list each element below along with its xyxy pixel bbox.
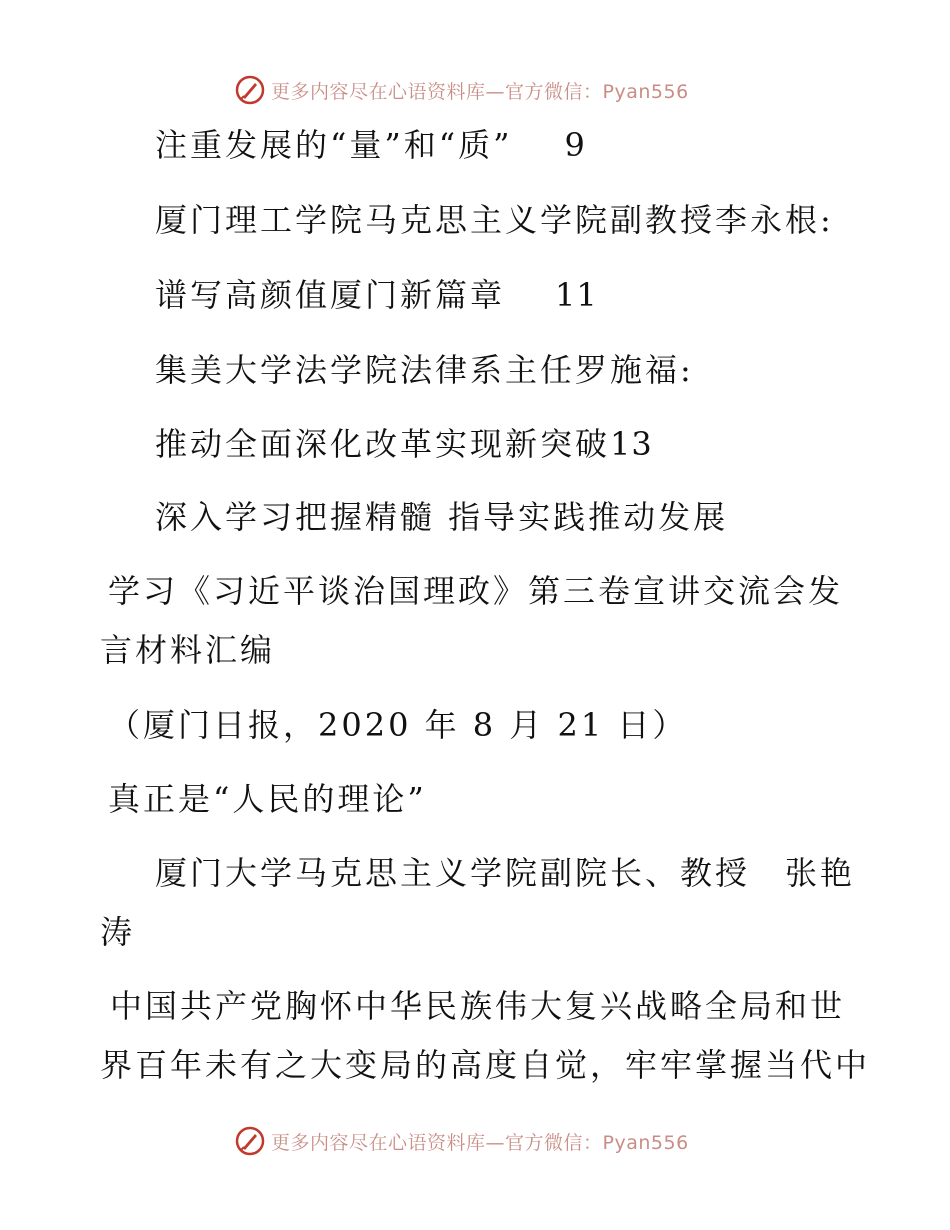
toc-entry-title: 注重发展的“量”和“质” [155,126,513,164]
toc-entry-page: 9 [564,126,586,164]
body-paragraph-line: 中国共产党胸怀中华民族伟大复兴战略全局和世 [110,987,846,1025]
toc-entry[interactable] [155,350,694,390]
document-heading-continued: 言材料汇编 [100,631,276,669]
author-line-continued: 涛 [100,913,136,951]
watermark-footer [235,1124,715,1158]
quill-logo-icon [235,1126,265,1156]
document-heading: 学习《习近平谈治国理政》第三卷宣讲交流会发 [108,572,844,610]
toc-entry-title: 厦门理工学院马克思主义学院副教授李永根: [155,201,834,239]
toc-entry-title: 深入学习把握精髓 指导实践推动发展 [155,498,729,536]
toc-entry[interactable] [155,200,834,240]
author-line: 厦门大学马克思主义学院副院长、教授 张艳 [155,854,856,892]
quill-logo-icon [235,75,265,105]
source-note: （厦门日报，2020 年 8 月 21 日） [108,706,688,744]
toc-entry[interactable] [155,424,653,464]
toc-entry-title: 集美大学法学院法律系主任罗施福: [155,351,694,389]
watermark-text: 更多内容尽在心语资料库—官方微信：Pyan556 [271,80,689,103]
watermark-text: 更多内容尽在心语资料库—官方微信：Pyan556 [271,1131,689,1154]
toc-entry-title: 谱写高颜值厦门新篇章 [155,276,506,314]
article-title: 真正是“人民的理论” [108,780,427,818]
toc-entry[interactable] [155,275,598,315]
toc-entry-page: 11 [555,276,598,314]
body-paragraph-line: 界百年未有之大变局的高度自觉，牢牢掌握当代中 [100,1046,871,1084]
toc-entry[interactable] [155,497,728,537]
watermark-header [235,73,715,107]
toc-entry-page: 13 [610,425,653,463]
toc-entry[interactable] [155,125,586,165]
toc-entry-title: 推动全面深化改革实现新突破 [155,425,611,463]
